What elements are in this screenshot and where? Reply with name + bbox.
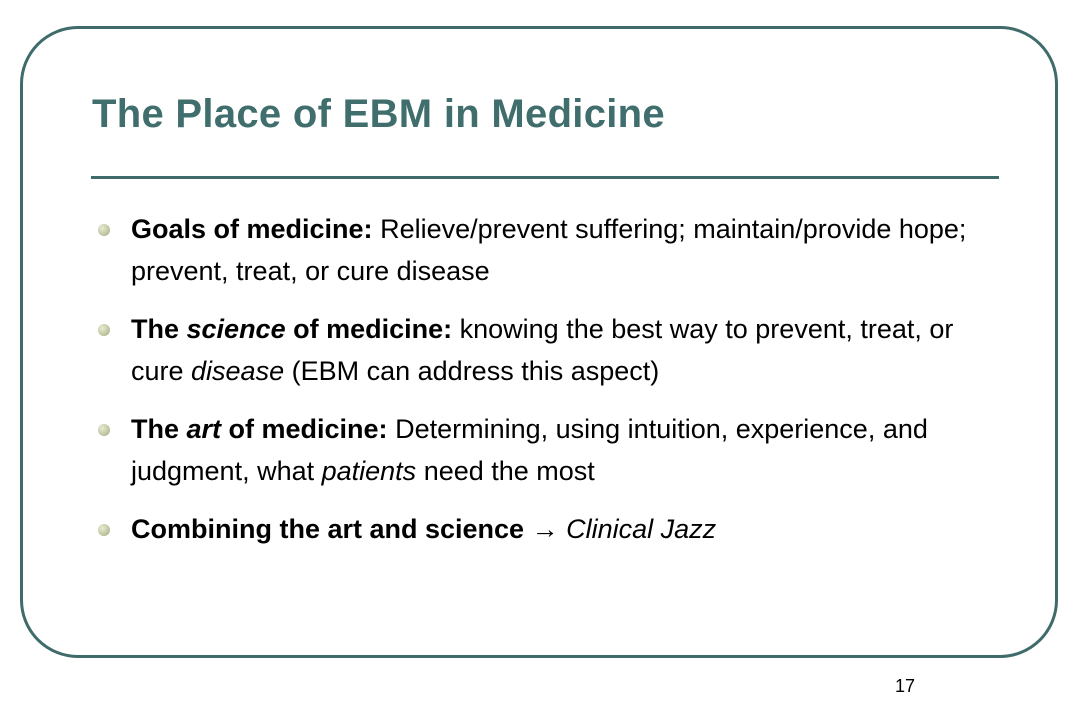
bullet-label-post: of medicine: — [285, 314, 453, 344]
bullet-text-post: (EBM can address this aspect) — [284, 356, 660, 386]
bullet-label: Goals of medicine: — [131, 214, 373, 244]
bullet-label-post: of medicine: — [221, 414, 388, 444]
bullet-label-pre: The — [131, 314, 187, 344]
bullet-text-emphasis: disease — [191, 356, 285, 386]
page-number: 17 — [895, 676, 916, 696]
bullet-dot-icon — [98, 324, 110, 336]
slide-title: The Place of EBM in Medicine — [92, 92, 665, 136]
bullet-text-emphasis: Clinical Jazz — [558, 514, 717, 544]
bullet-label — [131, 314, 452, 344]
bullet-combining-art-and-science — [98, 508, 998, 550]
bullet-list — [98, 208, 998, 566]
bullet-text-emphasis: patients — [321, 456, 417, 486]
bullet-dot-icon — [98, 224, 110, 236]
title-underline — [91, 176, 999, 179]
bullet-label — [131, 414, 388, 444]
bullet-text-pre: knowing the best way to prevent, treat, or cure — [131, 314, 954, 386]
bullet-text: Relieve/prevent suffering; maintain/provide hope; prevent, treat, or cure disease — [131, 214, 967, 286]
bullet-goals-of-medicine — [98, 208, 998, 292]
bullet-text-pre: Determining, using intuition, experience, and judgment, what — [131, 414, 928, 486]
bullet-label-emphasis: science — [186, 314, 286, 344]
bullet-label-emphasis: art — [186, 414, 222, 444]
bullet-label: Combining the art and science — [131, 514, 532, 544]
bullet-dot-icon — [98, 524, 110, 536]
bullet-text-post: need the most — [416, 456, 595, 486]
right-arrow-icon: → — [531, 514, 559, 544]
bullet-science-of-medicine — [98, 308, 998, 392]
bullet-art-of-medicine — [98, 408, 998, 492]
bullet-dot-icon — [98, 424, 110, 436]
bullet-label-pre: The — [131, 414, 187, 444]
